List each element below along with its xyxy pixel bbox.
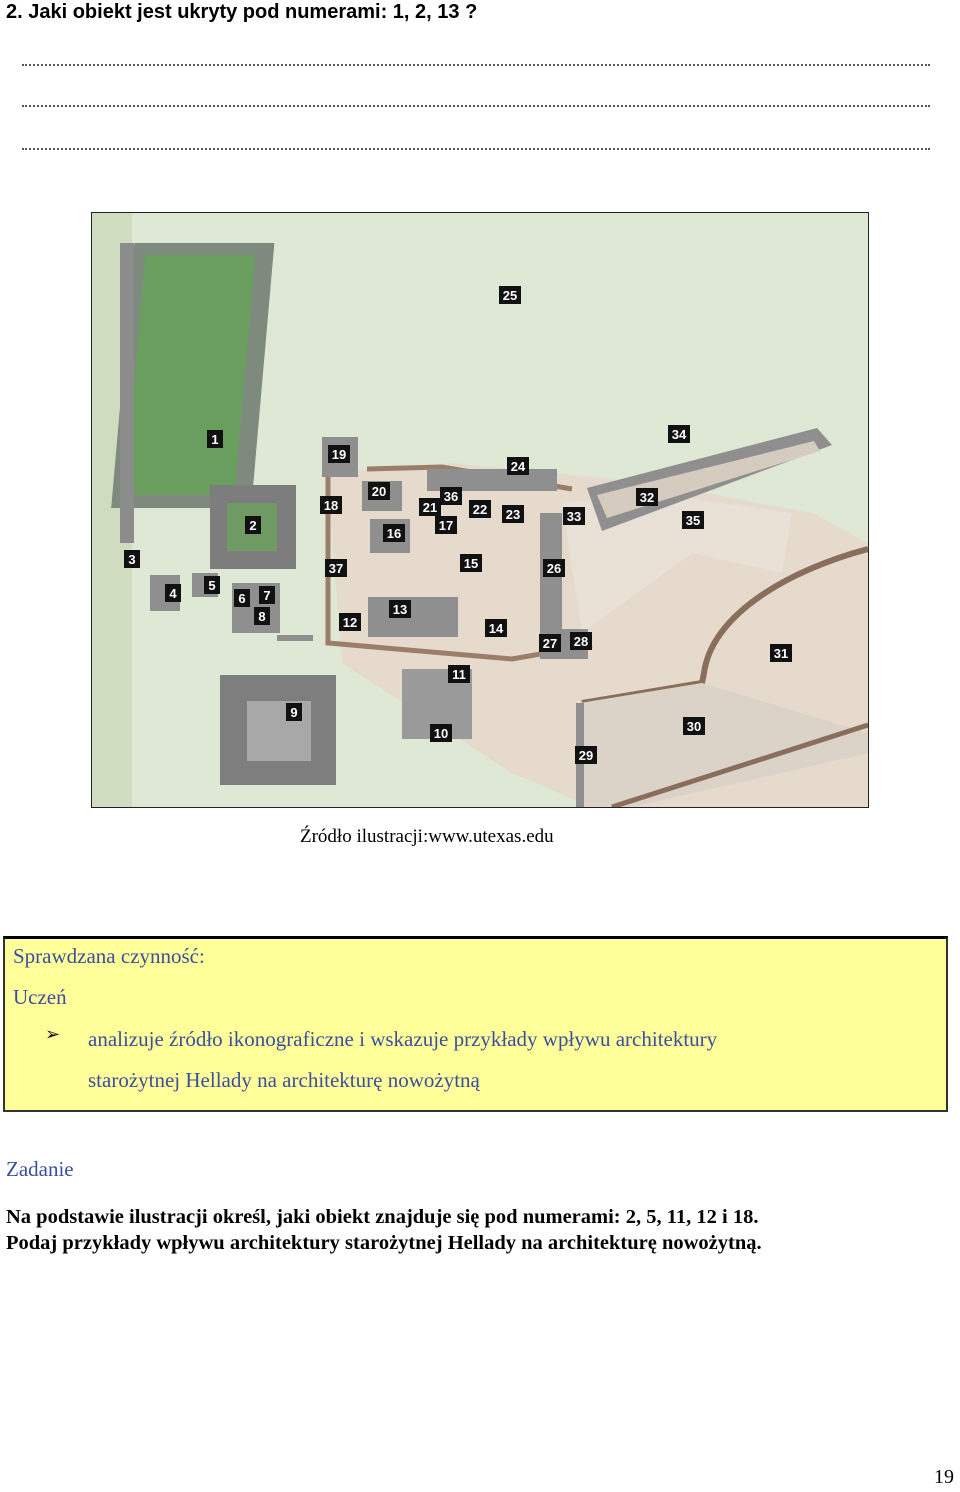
svg-text:35: 35 [685, 513, 701, 528]
svg-text:32: 32 [639, 490, 655, 505]
box-subject: Uczeń [13, 985, 67, 1009]
map-label-26 [543, 559, 565, 577]
svg-text:20: 20 [371, 484, 387, 499]
map-label-3 [124, 550, 140, 568]
svg-text:2: 2 [249, 518, 257, 533]
map-label-11 [448, 665, 470, 683]
site-map-svg [92, 213, 868, 807]
svg-text:21: 21 [422, 500, 438, 515]
box-heading: Sprawdzana czynność: [13, 944, 205, 968]
map-label-15 [460, 554, 482, 572]
svg-text:27: 27 [542, 636, 558, 651]
map-label-29 [575, 746, 597, 764]
task-instruction-line-2: Podaj przykłady wpływu architektury starożytnej Hellady na architekturę nowożytną. [6, 1232, 762, 1254]
map-label-19 [328, 445, 350, 463]
map-label-24 [507, 457, 529, 475]
svg-text:14: 14 [488, 621, 504, 636]
svg-text:10: 10 [433, 726, 449, 741]
svg-text:18: 18 [323, 498, 339, 513]
svg-text:28: 28 [573, 634, 589, 649]
map-label-14 [485, 619, 507, 637]
answer-line[interactable] [22, 64, 930, 66]
task-label: Zadanie [6, 1157, 74, 1181]
svg-text:26: 26 [546, 561, 562, 576]
svg-text:3: 3 [128, 552, 136, 567]
svg-text:24: 24 [510, 459, 526, 474]
arrow-bullet-icon: ➢ [45, 1024, 61, 1044]
svg-text:1: 1 [211, 432, 219, 447]
map-label-37 [325, 559, 347, 577]
svg-text:25: 25 [502, 288, 518, 303]
map-label-5 [204, 576, 220, 594]
map-label-20 [368, 482, 390, 500]
map-label-22 [469, 500, 491, 518]
map-label-36 [440, 487, 462, 505]
checked-skill-box [3, 936, 948, 1112]
svg-text:7: 7 [263, 588, 271, 603]
svg-text:11: 11 [452, 667, 466, 682]
map-label-35 [682, 511, 704, 529]
map-label-33 [563, 507, 585, 525]
svg-text:6: 6 [238, 591, 246, 606]
bullet-text-line-1: analizuje źródło ikonograficzne i wskazuje przykłady wpływu architektury [88, 1027, 718, 1051]
question-title: 2. Jaki obiekt jest ukryty pod numerami: 1, 2, 13 ? [6, 1, 478, 23]
svg-text:34: 34 [671, 427, 687, 442]
map-label-6 [234, 589, 250, 607]
svg-text:37: 37 [328, 561, 344, 576]
map-label-12 [339, 613, 361, 631]
map-label-32 [636, 488, 658, 506]
svg-text:4: 4 [169, 586, 177, 601]
svg-text:12: 12 [342, 615, 358, 630]
map-label-25 [499, 286, 521, 304]
svg-text:31: 31 [773, 646, 789, 661]
svg-text:8: 8 [258, 609, 266, 624]
page-number: 19 [934, 1466, 954, 1488]
map-label-31 [770, 644, 792, 662]
map-label-9 [286, 703, 302, 721]
map-label-2 [245, 516, 261, 534]
image-source-caption: Źródło ilustracji:www.utexas.edu [300, 826, 554, 847]
map-label-10 [430, 724, 452, 742]
svg-text:33: 33 [566, 509, 582, 524]
svg-text:15: 15 [463, 556, 479, 571]
svg-text:23: 23 [505, 507, 521, 522]
map-label-34 [668, 425, 690, 443]
svg-text:16: 16 [386, 526, 402, 541]
svg-text:13: 13 [392, 602, 408, 617]
answer-line[interactable] [22, 148, 930, 150]
map-label-13 [389, 600, 411, 618]
map-label-17 [435, 516, 457, 534]
svg-text:36: 36 [443, 489, 459, 504]
svg-text:19: 19 [331, 447, 347, 462]
bullet-text-line-2: starożytnej Hellady na architekturę nowożytną [88, 1068, 480, 1092]
svg-text:30: 30 [686, 719, 702, 734]
svg-text:9: 9 [290, 705, 298, 720]
map-label-16 [383, 524, 405, 542]
map-label-23 [502, 505, 524, 523]
svg-text:17: 17 [438, 518, 454, 533]
answer-line[interactable] [22, 105, 930, 107]
map-label-4 [165, 584, 181, 602]
site-map-illustration [91, 212, 869, 808]
svg-text:22: 22 [472, 502, 488, 517]
task-instruction-line-1: Na podstawie ilustracji określ, jaki obiekt znajduje się pod numerami: 2, 5, 11, 12 i 18. [6, 1206, 759, 1228]
svg-text:5: 5 [208, 578, 216, 593]
map-label-8 [254, 607, 270, 625]
map-label-30 [683, 717, 705, 735]
map-label-27 [539, 634, 561, 652]
map-label-21 [419, 498, 441, 516]
map-label-7 [259, 586, 275, 604]
map-label-18 [320, 496, 342, 514]
map-label-28 [570, 632, 592, 650]
svg-text:29: 29 [578, 748, 594, 763]
map-label-1 [207, 430, 223, 448]
